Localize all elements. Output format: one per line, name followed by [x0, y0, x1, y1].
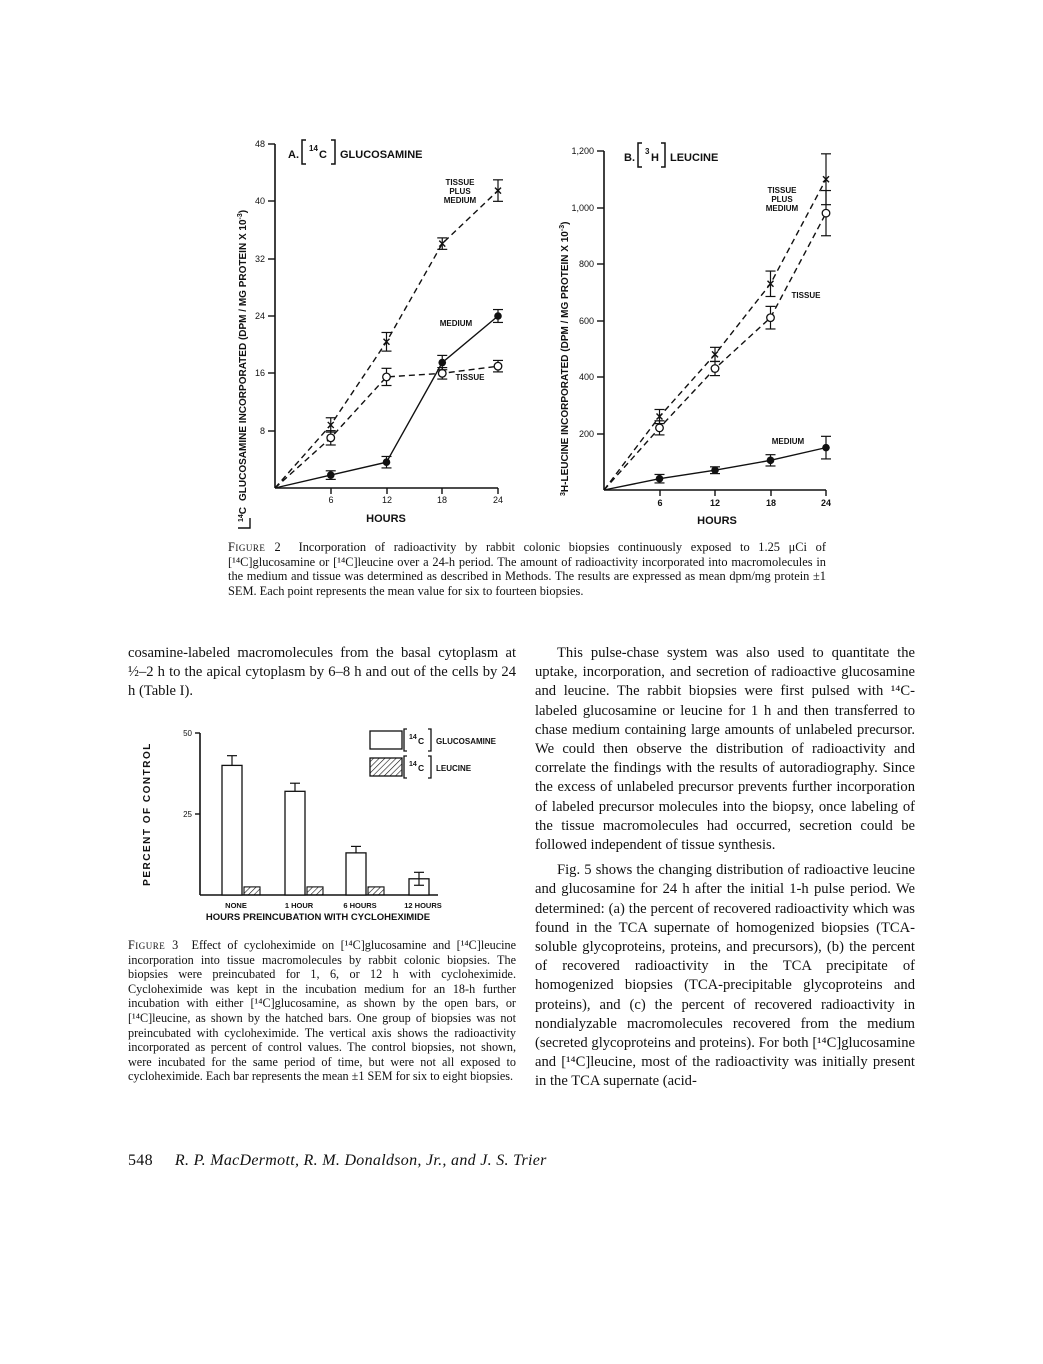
f3-ytick: 25 [183, 810, 192, 819]
a-ytick: 48 [254, 139, 265, 149]
bar-leucine [368, 887, 384, 895]
left-column-paragraph: cosamine-labeled macromolecules from the basal cytoplasm at ½–2 h to the apical cytoplasm by 6–8 h and out of the cells by 24 h (Table I). [128, 645, 516, 700]
figure-2-caption: Figure 2 Incorporation of radioactivity by rabbit colonic biopsies continuously exposed to 1.25 μCi of [¹⁴C]glucosamine or [¹⁴C]leucine over a 24-h period. The amount of radioactivity incorporated into macromolecules in the medium and tissue was determined as described in Methods. The results are expressed as mean dpm/mg protein ±1 SEM. Each point represents the mean value for six to fourteen biopsies. [228, 540, 826, 598]
bar-glucosamine [222, 765, 242, 895]
svg-text:14CGLUCOSAMINE INCORPORATED (D: $^{14}$CGLUCOSAMINE INCORPORATED (DPM / MG PROTEIN X $10^{-3}$) [237, 209, 249, 522]
svg-text:C: C [418, 736, 425, 746]
legend-hatched-swatch [370, 758, 402, 776]
f3-legend [370, 729, 497, 778]
svg-text:B.: B. [624, 152, 635, 164]
a-label-tpm: PLUS [449, 187, 471, 196]
f3-category-label: 6 HOURS [343, 901, 377, 910]
bar-glucosamine [346, 853, 366, 895]
svg-text:A.: A. [288, 149, 299, 161]
svg-text:LEUCINE: LEUCINE [670, 152, 719, 164]
svg-text:3H-LEUCINE INCORPORATED (DPM /: $^3$H-LEUCINE INCORPORATED (DPM / MG PROTEIN X $10^{-3}$) [559, 221, 571, 496]
b-ytick: 600 [578, 316, 594, 326]
svg-text:C: C [319, 149, 327, 161]
b-ytick: 400 [578, 372, 594, 382]
right-column-text [535, 644, 915, 1092]
a-xtick: 24 [492, 495, 504, 505]
f3-ytick: 50 [183, 729, 192, 738]
f3-category-label: NONE [225, 901, 247, 910]
a-label-tpm: TISSUE [445, 178, 475, 187]
a-label-tissue: TISSUE [455, 373, 485, 382]
right-paragraph-2: Fig. 5 shows the changing distribution of radioactive leucine and glucosamine for 24 h after the initial 1-h pulse period. We determined: (a) the percent of recovered radioactivity which was found in the TCA supernate of homogenized biopsies (TCA-soluble glycoproteins, proteins, and precursors), (b) the percent of recovered radioactivity in the TCA precipitate of homogenized biopsies (TCA-precipitable glycoproteins and proteins), and (c) the percent of recovered radioactivity in nondialyzable macromolecules recovered from the medium (secreted glycoproteins and proteins). For both [¹⁴C]glucosamine and [¹⁴C]leucine, most of the radioactivity was initially present in the TCA supernate (acid- [535, 862, 915, 1090]
bar-leucine [307, 887, 323, 895]
a-ytick: 8 [259, 426, 265, 436]
a-xtick: 6 [328, 495, 334, 505]
b-label-tpm: TISSUE [767, 186, 797, 195]
svg-text:14: 14 [409, 761, 417, 768]
svg-text:GLUCOSAMINE: GLUCOSAMINE [436, 737, 496, 746]
b-ytick: 800 [578, 259, 594, 269]
f3-ylabel: PERCENT OF CONTROL [142, 742, 153, 886]
a-xlabel: HOURS [366, 513, 406, 525]
f3-xlabel: HOURS PREINCUBATION WITH CYCLOHEXIMIDE [205, 912, 431, 923]
page-number: 548 [128, 1152, 153, 1169]
a-ytick: 32 [254, 254, 265, 264]
a-ytick: 24 [254, 311, 265, 321]
svg-text:LEUCINE: LEUCINE [436, 764, 472, 773]
figure-3-caption: Figure 3 Effect of cycloheximide on [¹⁴C]glucosamine and [¹⁴C]leucine incorporation into tissue macromolecules by rabbit colonic biopsies. The biopsies were preincubated for 1, 6, or 12 h with cycloheximide. Cycloheximide was kept in the incubation medium for an 18-h further incubation with either [¹⁴C]glucosamine, as shown by the open bars, or [¹⁴C]leucine, as shown by the hatched bars. One group of biopsies was not preincubated with cycloheximide. The vertical axis shows the radioactivity incorporated as percent of control values. The control biopsies, not shown, were incubated for the same period of time, but were not all exposed to cycloheximide. Each bar represents the mean ±1 SEM for six to eight biopsies. [128, 938, 517, 1084]
a-label-tpm: MEDIUM [443, 196, 477, 205]
footer-authors: R. P. MacDermott, R. M. Donaldson, Jr., and J. S. Trier [174, 1152, 547, 1169]
right-paragraph-1: This pulse-chase system was also used to quantitate the uptake, incorporation, and secretion of radioactive glucosamine and leucine. The rabbit biopsies were first pulsed with ¹⁴C-labeled glucosamine or leucine for 1 h and then transferred to chase medium containing large amounts of unlabeled precursor. We could then observe the distribution of radioactivity and correlate the findings with the results of autoradiography. Since the excess of unlabeled precursor prevents further incorporation of labeled precursor molecules into the biopsy, once labeling of the tissue macromolecules had occurred, secretion could be followed independent of tissue synthesis. [535, 645, 915, 854]
svg-text:3: 3 [645, 147, 650, 156]
b-ytick: 1,000 [571, 203, 594, 213]
a-xtick: 18 [436, 495, 448, 505]
b-xtick: 18 [765, 498, 777, 508]
b-label-tpm: MEDIUM [765, 204, 799, 213]
svg-text:H: H [651, 152, 659, 164]
bar-glucosamine [285, 791, 305, 895]
b-xtick: 12 [709, 498, 721, 508]
b-label-medium: MEDIUM [771, 437, 805, 446]
b-xtick: 24 [820, 498, 832, 508]
svg-text:14: 14 [409, 734, 417, 741]
b-label-tpm: PLUS [771, 195, 793, 204]
svg-text:14: 14 [309, 144, 318, 153]
a-ytick: 16 [254, 368, 265, 378]
a-ytick: 40 [254, 196, 265, 206]
b-xlabel: HOURS [697, 515, 737, 527]
f3-category-label: 1 HOUR [284, 901, 314, 910]
b-label-tissue: TISSUE [791, 291, 821, 300]
svg-text:GLUCOSAMINE: GLUCOSAMINE [340, 149, 423, 161]
svg-text:C: C [418, 763, 425, 773]
b-ytick: 1,200 [571, 146, 594, 156]
f3-category-label: 12 HOURS [404, 901, 442, 910]
bar-leucine [244, 887, 260, 895]
legend-open-swatch [370, 731, 402, 749]
b-ytick: 200 [578, 429, 594, 439]
b-xtick: 6 [657, 498, 663, 508]
page-footer [128, 1152, 547, 1170]
a-label-medium: MEDIUM [439, 319, 473, 328]
a-xtick: 12 [381, 495, 393, 505]
